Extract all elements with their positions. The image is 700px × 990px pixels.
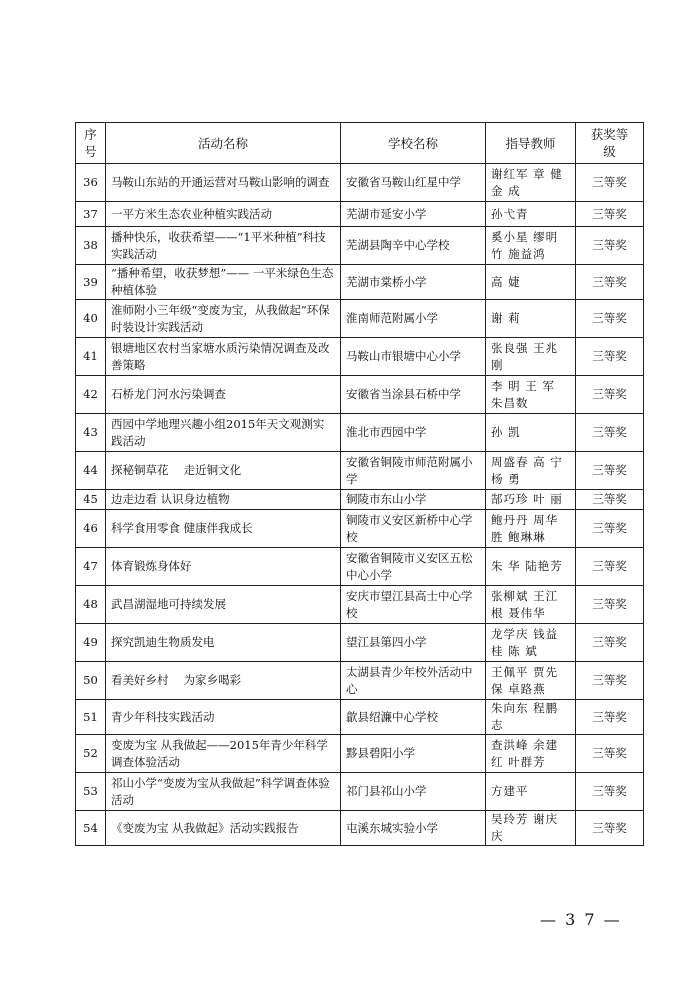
activity-name: 探究凯迪生物质发电: [106, 624, 341, 662]
activity-name: 变废为宝 从我做起——2015年青少年科学调查体验活动: [106, 735, 341, 773]
award-level: 三等奖: [576, 735, 644, 773]
school-name: 安徽省马鞍山红星中学: [341, 164, 486, 202]
award-level: 三等奖: [576, 773, 644, 811]
school-name: 马鞍山市银塘中心小学: [341, 338, 486, 376]
teacher-names: 王佩平 贾先保 卓路燕: [486, 662, 576, 700]
award-level: 三等奖: [576, 662, 644, 700]
school-name: 淮北市西园中学: [341, 414, 486, 452]
row-number: 39: [76, 265, 106, 300]
school-name: 安徽省当涂县石桥中学: [341, 376, 486, 414]
row-number: 52: [76, 735, 106, 773]
row-number: 37: [76, 202, 106, 227]
table-row: [76, 300, 644, 338]
table-row: [76, 414, 644, 452]
teacher-names: 张柳斌 王江根 聂伟华: [486, 586, 576, 624]
table-row: [76, 811, 644, 846]
table-row: [76, 164, 644, 202]
teacher-names: 朱 华 陆艳芳: [486, 548, 576, 586]
table-row: [76, 773, 644, 811]
table-row: [76, 452, 644, 490]
school-name: 芜湖市棠桥小学: [341, 265, 486, 300]
school-name: 铜陵市义安区新桥中心学校: [341, 510, 486, 548]
award-level: 三等奖: [576, 624, 644, 662]
award-level: 三等奖: [576, 452, 644, 490]
award-level: 三等奖: [576, 548, 644, 586]
school-name: 祁门县祁山小学: [341, 773, 486, 811]
row-number: 47: [76, 548, 106, 586]
teacher-names: 郜巧珍 叶 丽: [486, 490, 576, 510]
row-number: 42: [76, 376, 106, 414]
row-number: 51: [76, 700, 106, 735]
row-number: 46: [76, 510, 106, 548]
row-number: 48: [76, 586, 106, 624]
school-name: 芜湖市延安小学: [341, 202, 486, 227]
row-number: 53: [76, 773, 106, 811]
row-number: 36: [76, 164, 106, 202]
activity-name: 探秘铜草花 走近铜文化: [106, 452, 341, 490]
activity-name: 石桥龙门河水污染调查: [106, 376, 341, 414]
table-row: [76, 227, 644, 265]
table-row: [76, 735, 644, 773]
school-name: 芜湖县陶辛中心学校: [341, 227, 486, 265]
row-number: 45: [76, 490, 106, 510]
school-name: 太湖县青少年校外活动中心: [341, 662, 486, 700]
activity-name: 科学食用零食 健康伴我成长: [106, 510, 341, 548]
award-level: 三等奖: [576, 300, 644, 338]
activity-name: “播种希望，收获梦想”—— 一平米绿色生态种植体验: [106, 265, 341, 300]
teacher-names: 鲍丹丹 周华胜 鲍琳琳: [486, 510, 576, 548]
activity-name: 播种快乐，收获希望——“1平米种植”科技实践活动: [106, 227, 341, 265]
award-level: 三等奖: [576, 510, 644, 548]
teacher-names: 孙 凯: [486, 414, 576, 452]
activity-name: 体育锻炼身体好: [106, 548, 341, 586]
table-row: [76, 700, 644, 735]
table-row: [76, 376, 644, 414]
row-number: 40: [76, 300, 106, 338]
school-name: 铜陵市东山小学: [341, 490, 486, 510]
row-number: 50: [76, 662, 106, 700]
school-name: 安徽省铜陵市师范附属小学: [341, 452, 486, 490]
table-row: [76, 265, 644, 300]
table-row: [76, 548, 644, 586]
teacher-names: 孙弋青: [486, 202, 576, 227]
award-level: 三等奖: [576, 376, 644, 414]
school-name: 望江县第四小学: [341, 624, 486, 662]
header-activity: 活动名称: [106, 123, 341, 164]
activity-name: 银塘地区农村当家塘水质污染情况调查及改善策略: [106, 338, 341, 376]
award-level: 三等奖: [576, 202, 644, 227]
teacher-names: 张良强 王兆刚: [486, 338, 576, 376]
row-number: 49: [76, 624, 106, 662]
activity-name: 淮师附小三年级“变废为宝，从我做起”环保时装设计实践活动: [106, 300, 341, 338]
school-name: 屯溪东城实验小学: [341, 811, 486, 846]
award-level: 三等奖: [576, 338, 644, 376]
teacher-names: 朱向东 程鹏志: [486, 700, 576, 735]
teacher-names: 周盛春 高 宁 杨 勇: [486, 452, 576, 490]
activity-name: 西园中学地理兴趣小组2015年天文观测实践活动: [106, 414, 341, 452]
award-level: 三等奖: [576, 700, 644, 735]
table-row: [76, 586, 644, 624]
row-number: 44: [76, 452, 106, 490]
teacher-names: 方建平: [486, 773, 576, 811]
table-row: [76, 202, 644, 227]
teacher-names: 谢 莉: [486, 300, 576, 338]
teacher-names: 谢红军 章 健 金 成: [486, 164, 576, 202]
activity-name: 武昌湖湿地可持续发展: [106, 586, 341, 624]
school-name: 安庆市望江县高士中心学校: [341, 586, 486, 624]
table-body: [76, 164, 644, 846]
award-level: 三等奖: [576, 265, 644, 300]
table-header-row: [76, 123, 644, 164]
teacher-names: 高 婕: [486, 265, 576, 300]
header-school: 学校名称: [341, 123, 486, 164]
row-number: 38: [76, 227, 106, 265]
table-row: [76, 510, 644, 548]
activity-name: 马鞍山东站的开通运营对马鞍山影响的调查: [106, 164, 341, 202]
table-row: [76, 624, 644, 662]
teacher-names: 吴玲芳 谢庆庆: [486, 811, 576, 846]
award-level: 三等奖: [576, 227, 644, 265]
award-level: 三等奖: [576, 811, 644, 846]
header-no: 序号: [76, 123, 106, 164]
page-number: — 3 7 —: [540, 910, 622, 929]
award-level: 三等奖: [576, 164, 644, 202]
school-name: 黟县碧阳小学: [341, 735, 486, 773]
school-name: 淮南师范附属小学: [341, 300, 486, 338]
award-level: 三等奖: [576, 414, 644, 452]
activity-name: 看美好乡村 为家乡喝彩: [106, 662, 341, 700]
activity-name: 边走边看 认识身边植物: [106, 490, 341, 510]
award-table: [75, 122, 644, 846]
row-number: 43: [76, 414, 106, 452]
activity-name: 《变废为宝 从我做起》活动实践报告: [106, 811, 341, 846]
activity-name: 一平方米生态农业种植实践活动: [106, 202, 341, 227]
activity-name: 青少年科技实践活动: [106, 700, 341, 735]
teacher-names: 奚小星 缪明竹 施益鸿: [486, 227, 576, 265]
header-award: 获奖等级: [576, 123, 644, 164]
award-level: 三等奖: [576, 586, 644, 624]
award-level: 三等奖: [576, 490, 644, 510]
teacher-names: 查洪峰 余建红 叶群芳: [486, 735, 576, 773]
table-row: [76, 662, 644, 700]
teacher-names: 龙学庆 钱益桂 陈 斌: [486, 624, 576, 662]
table-row: [76, 338, 644, 376]
school-name: 安徽省铜陵市义安区五松中心小学: [341, 548, 486, 586]
teacher-names: 李 明 王 军 朱昌数: [486, 376, 576, 414]
row-number: 54: [76, 811, 106, 846]
header-teacher: 指导教师: [486, 123, 576, 164]
table-row: [76, 490, 644, 510]
school-name: 歙县绍濂中心学校: [341, 700, 486, 735]
activity-name: 祁山小学“变废为宝从我做起”科学调查体验活动: [106, 773, 341, 811]
row-number: 41: [76, 338, 106, 376]
